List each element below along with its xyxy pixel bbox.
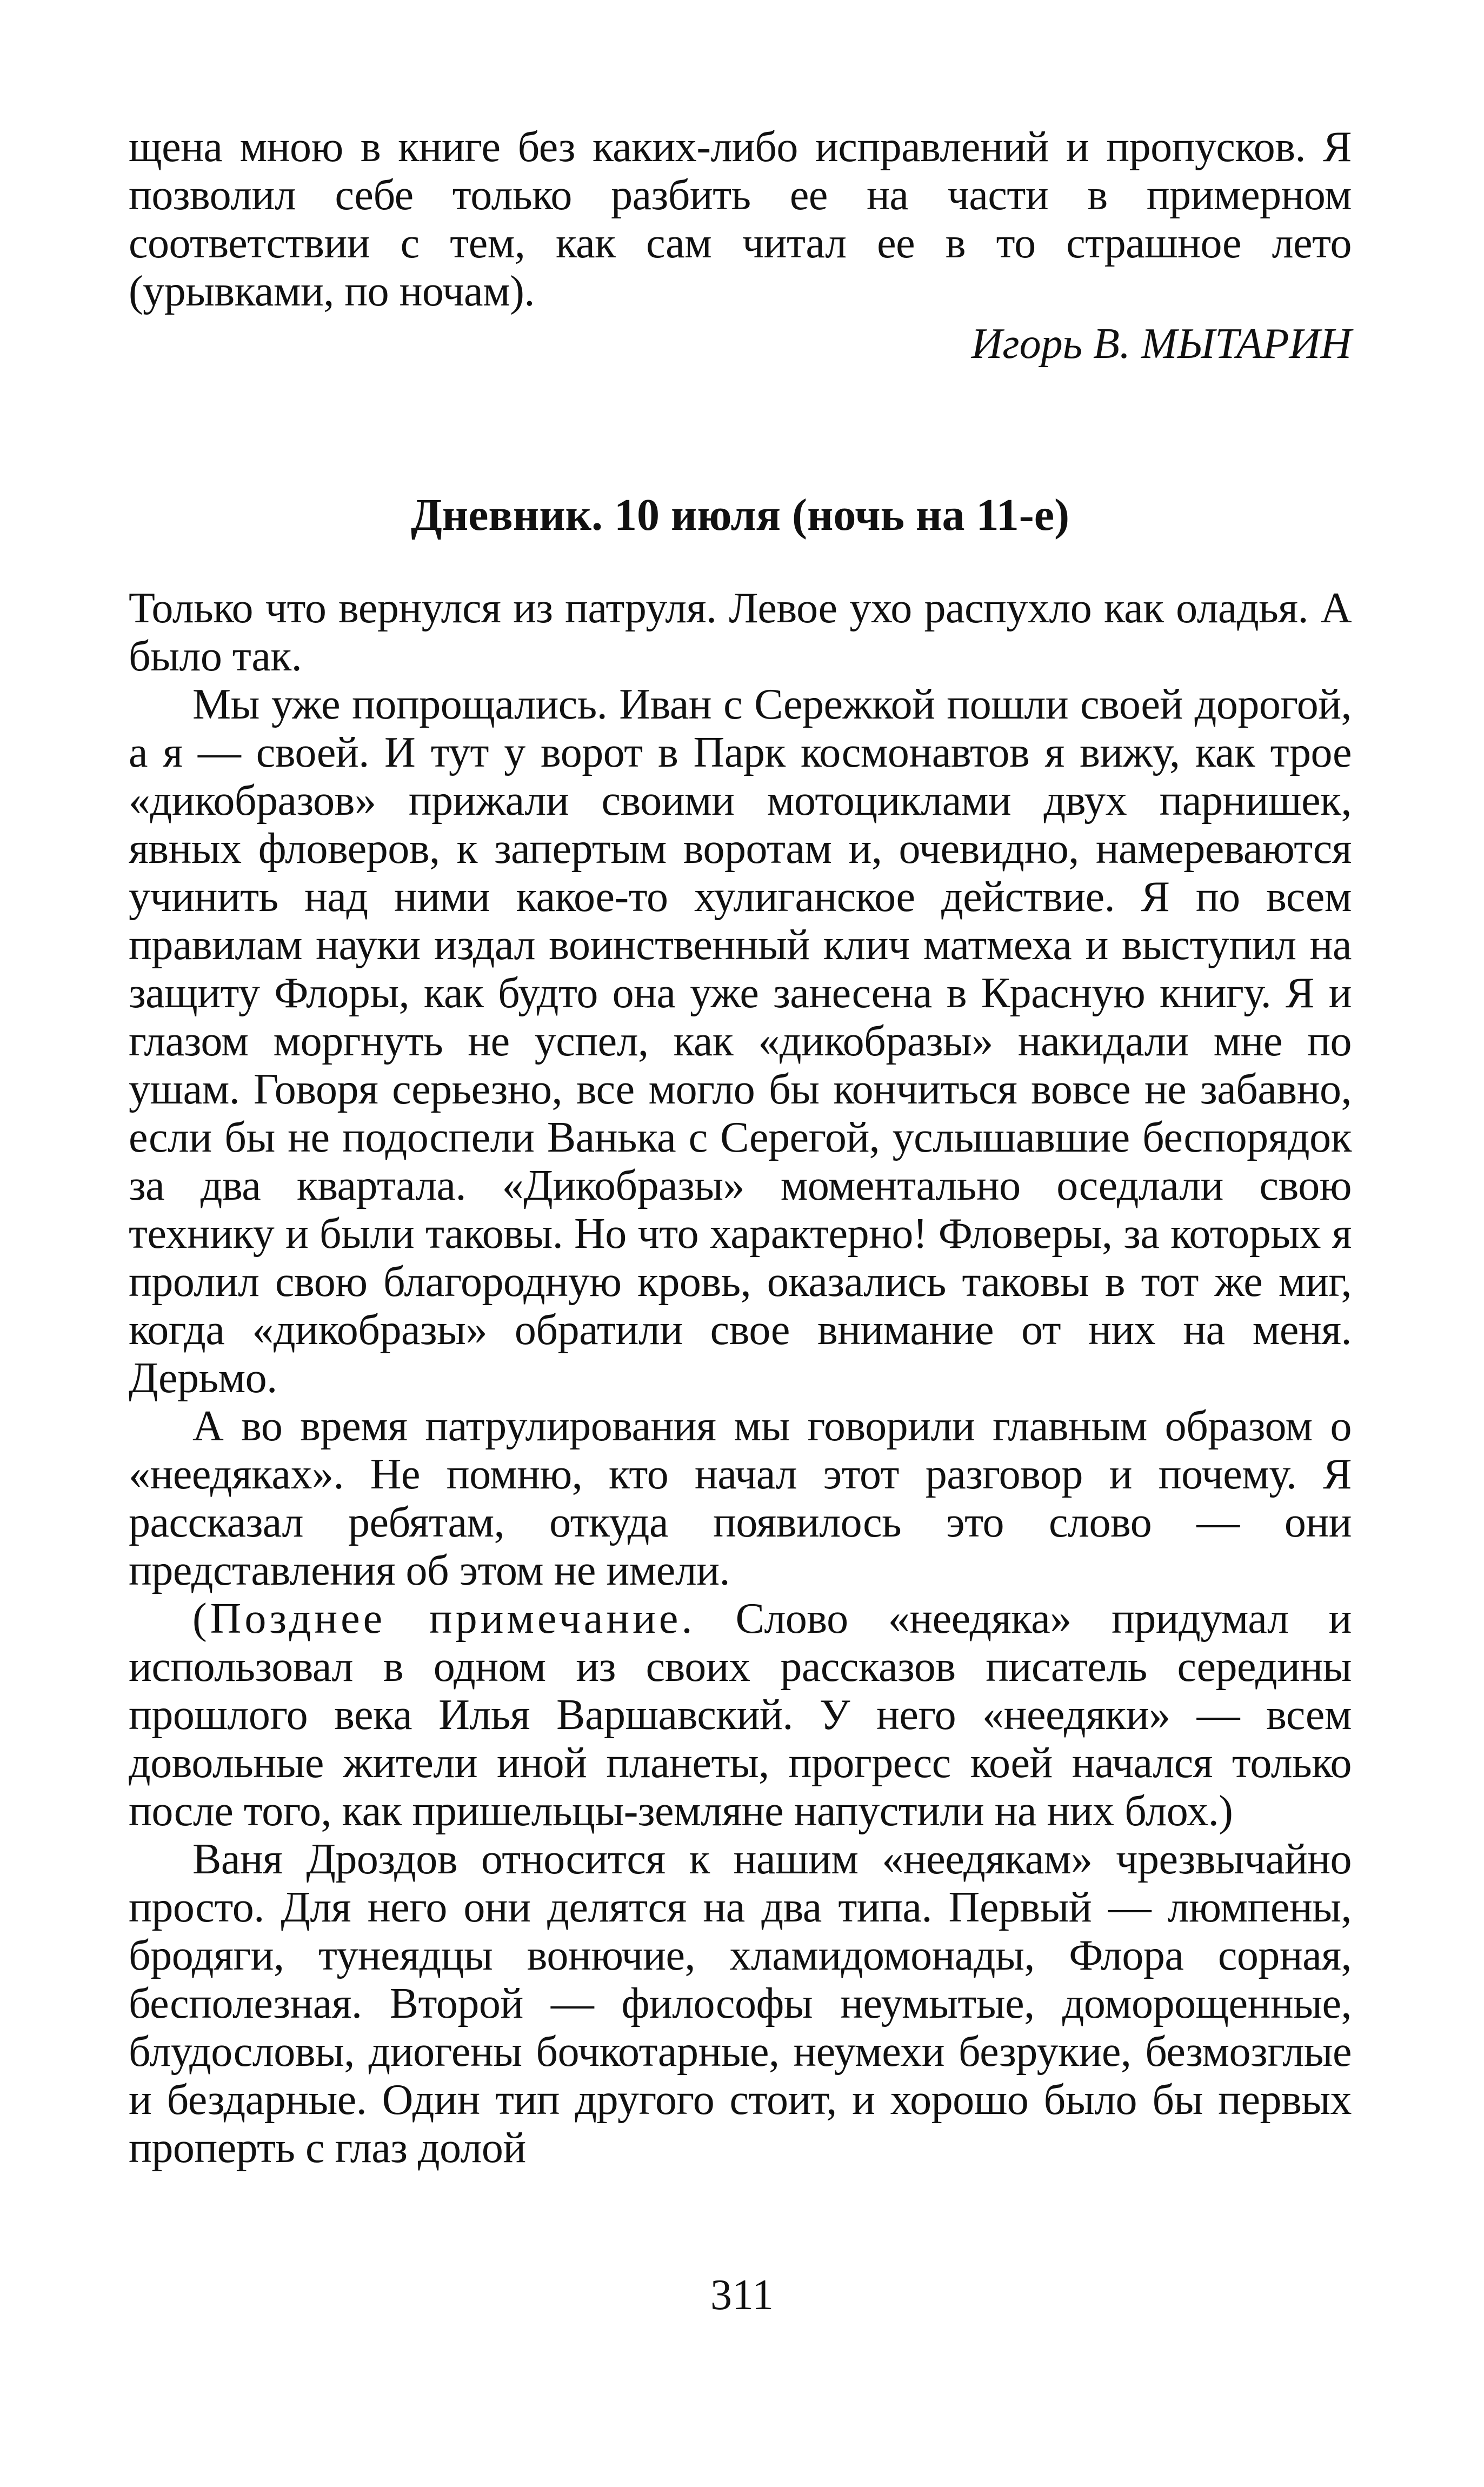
diary-paragraph-3: А во время патрулирования мы говорили главным образом о «неедяках». Не помню, кто начал этот разговор и почему. Я рассказал ребятам, откуда появилось это слово — они представления об этом не имели.: [129, 1402, 1352, 1594]
diary-paragraph-2: Мы уже попрощались. Иван с Сережкой пошли своей дорогой, а я — своей. И тут у ворот в Парк космонавтов я вижу, как трое «дикобразов» прижали своими мотоциклами двух парнишек, явных фловеров, к запертым воротам и, очевидно, намереваются учинить над ними какое-то хулиганское действие. Я по всем правилам науки издал воинственный клич матмеха и выступил на защиту Флоры, как будто она уже занесена в Красную книгу. Я и глазом моргнуть не успел, как «дикобразы» накидали мне по ушам. Говоря серьезно, все могло бы кончиться вовсе не забавно, если бы не подоспели Ванька с Серегой, услышавшие беспорядок за два квартала. «Дикобразы» моментально оседлали свою технику и были таковы. Но что характерно! Фловеры, за которых я пролил свою благородную кровь, оказались таковы в тот же миг, когда «дикобразы» обратили свое внимание от них на меня. Дерьмо.: [129, 681, 1352, 1402]
diary-paragraph-4: [129, 1595, 1352, 1836]
intro-paragraph: щена мною в книге без каких-либо исправлений и пропусков. Я позволил себе только разбить ее на части в примерном соответствии с тем, как сам читал ее в то страшное лето (урывками, по ночам).: [129, 123, 1352, 315]
later-note-text: Слово «неедяка» придумал и использовал в одном из своих рассказов писатель середины прошлого века Илья Варшавский. У него «неедяки» — всем довольные жители иной планеты, прогресс коей начался только после того, как пришельцы-земляне напустили на них блох.): [129, 1595, 1352, 1835]
later-note-label: (Позднее примечание.: [192, 1595, 696, 1643]
author-signature: Игорь В. МЫТАРИН: [971, 320, 1352, 368]
book-page: [129, 123, 1352, 2172]
diary-paragraph-1: Только что вернулся из патруля. Левое ухо распухло как оладья. А было так.: [129, 584, 1352, 680]
diary-paragraph-5: Ваня Дроздов относится к нашим «неедякам» чрезвычайно просто. Для него они делятся на два типа. Первый — люмпены, бродяги, тунеядцы вонючие, хламидомонады, Флора сорная, бесполезная. Второй — философы неумытые, доморощенные, блудословы, диогены бочкотарные, неумехи безрукие, безмозглые и бездарные. Один тип другого стоит, и хорошо было бы первых проперть с глаз долой: [129, 1836, 1352, 2172]
diary-heading: Дневник. 10 июля (ночь на 11-е): [410, 490, 1070, 540]
page-number: 311: [710, 2271, 774, 2319]
